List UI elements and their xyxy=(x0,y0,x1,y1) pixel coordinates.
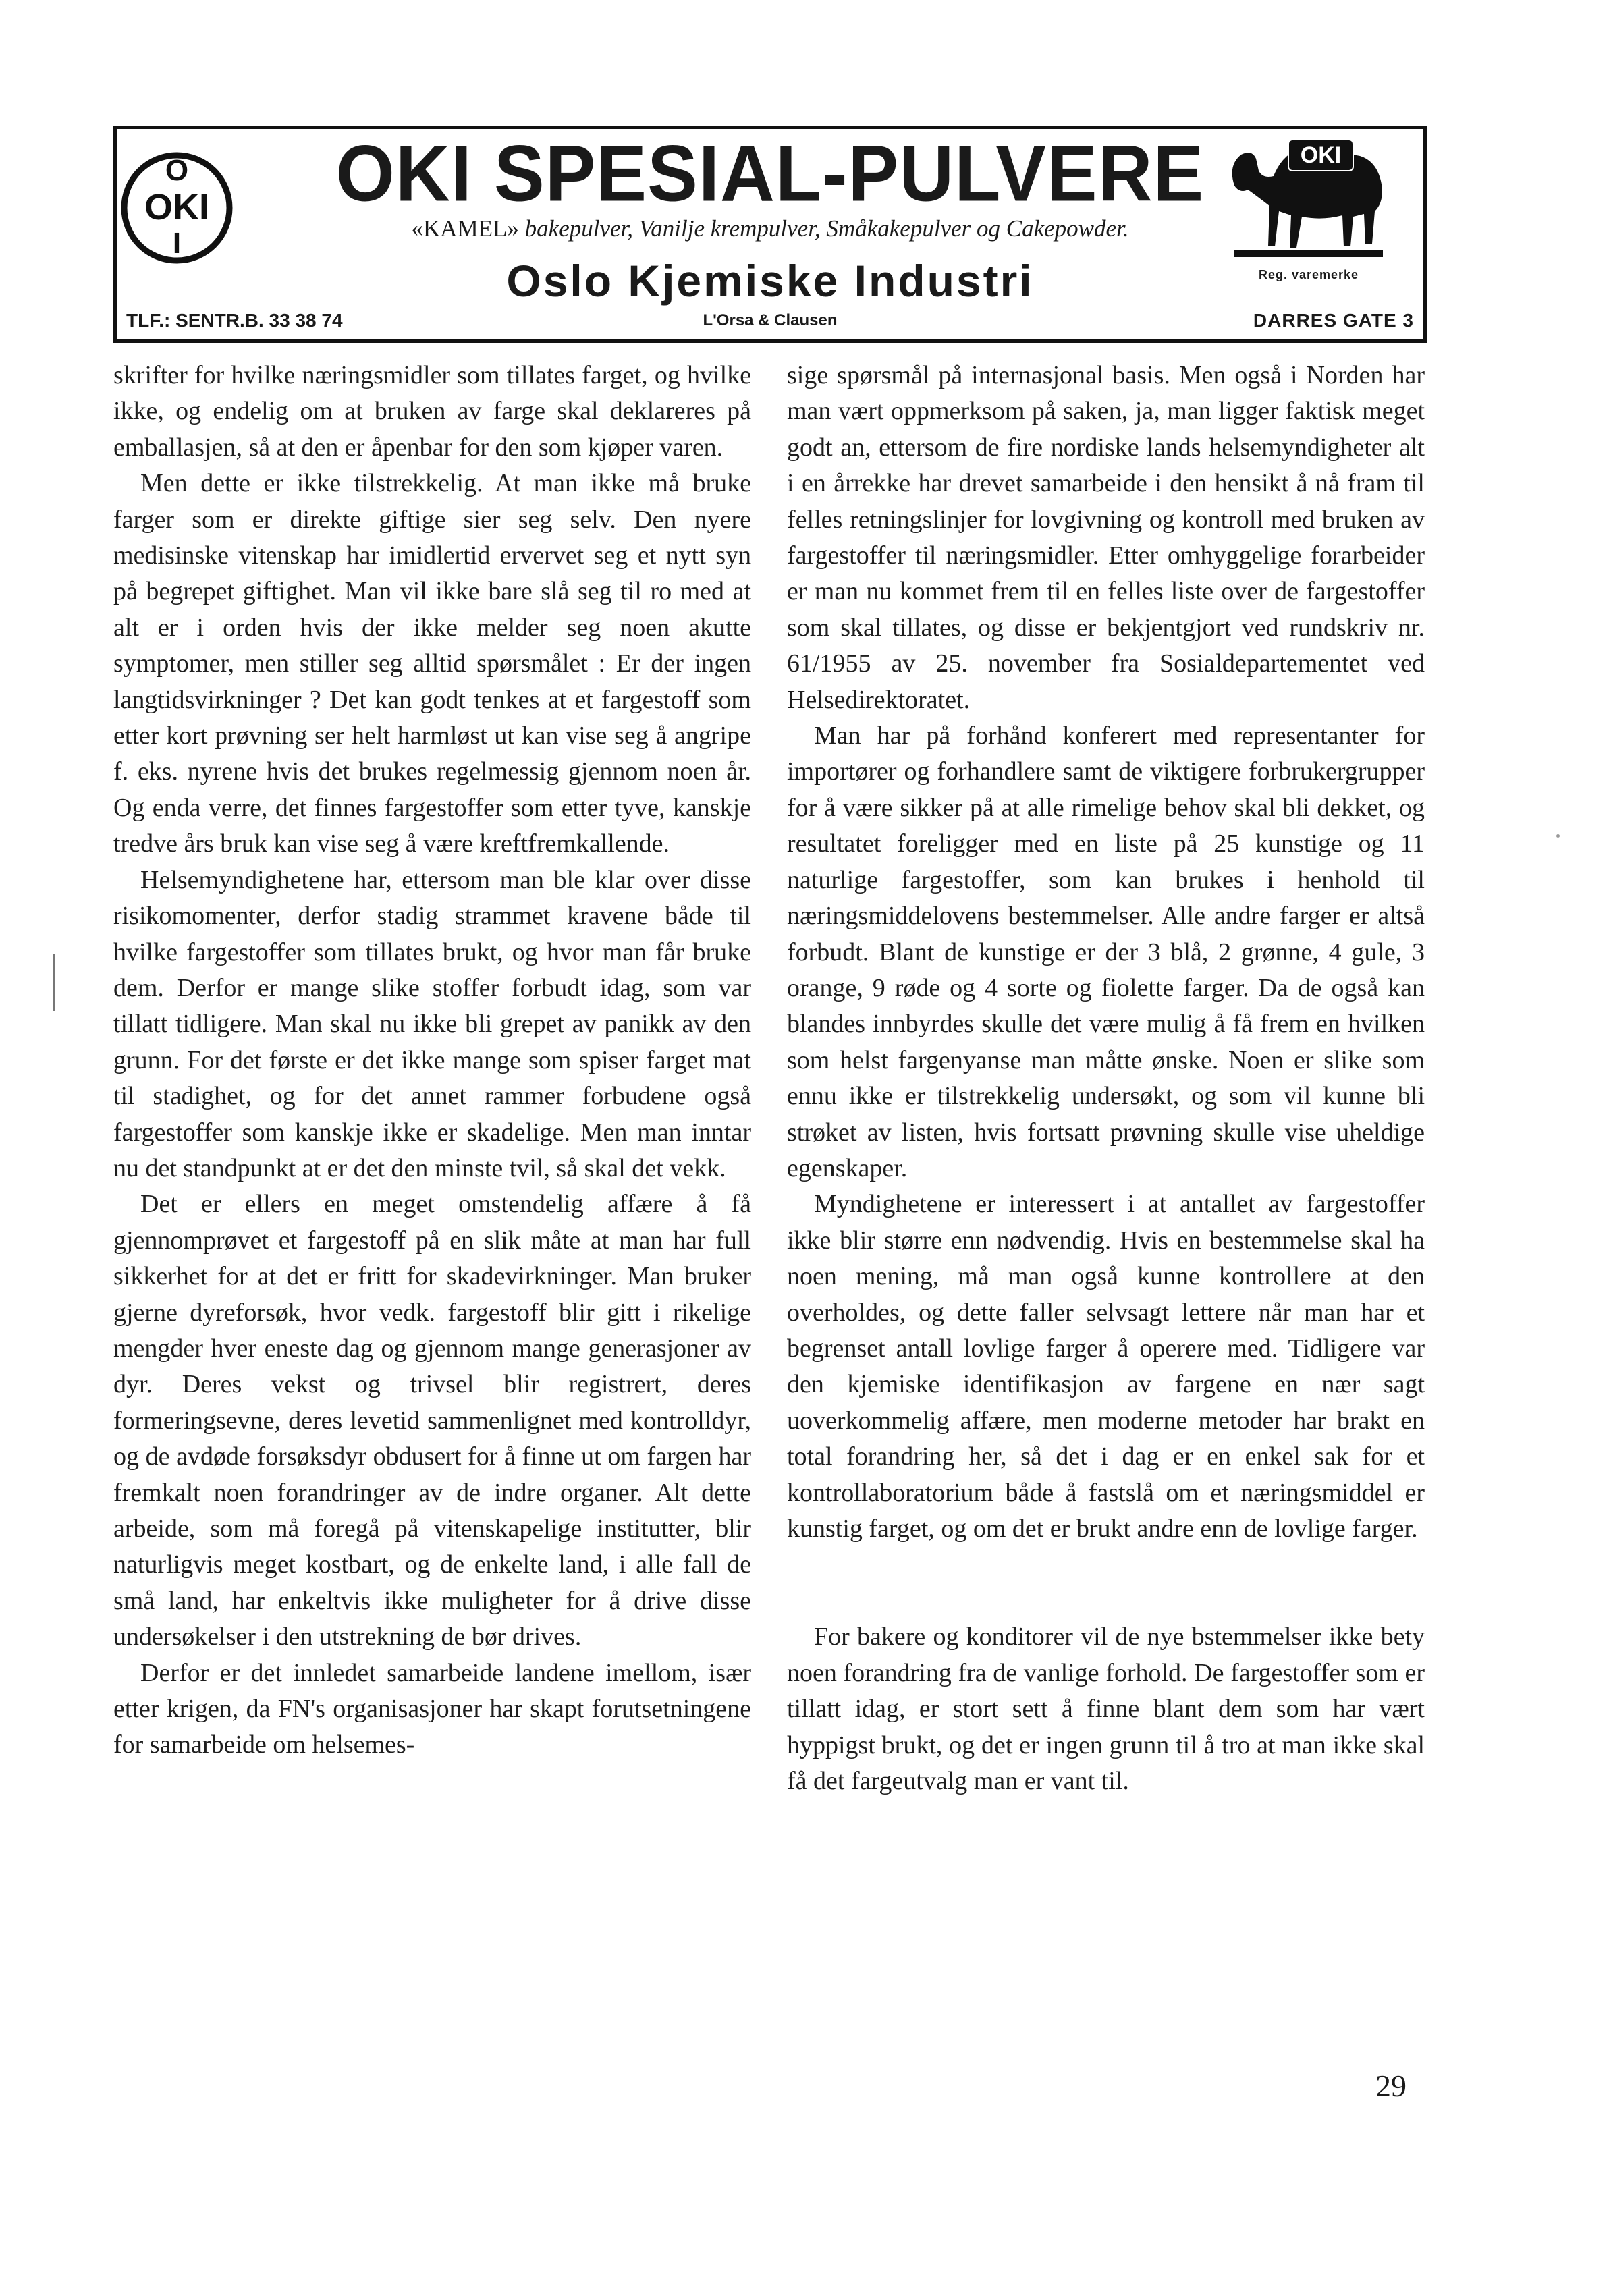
camel-blanket-text: OKI xyxy=(1300,142,1342,168)
paragraph: Myndighetene er interessert i at antallet av fargestoffer ikke blir større enn nødvendig. Hvis en bestemmelse skal ha noen mening, må man også kunne kontrollere at den overholdes, og dette faller selvsagt lettere når man har et begrenset antall lovlige farger å operere med. Tidligere var den kjemiske identifikasjon av fargene en nær sagt uoverkommelig affære, men moderne metoder har brakt en total forandring her, så det i dag er en enkel sak for et kontrollaboratorium både å fastslå om et næringsmiddel er kunstig farget, og om det er brukt andre enn de lovlige farger. xyxy=(787,1190,1425,1543)
paragraph: Derfor er det innledet samarbeide landene imellom, især etter krigen, da FN's organisasjoner har skapt forutsetningene for samarbeide om helsemes- xyxy=(113,1658,751,1759)
paragraph: Men dette er ikke tilstrekkelig. At man ikke må bruke farger som er direkte giftige sier seg selv. Den nyere medisinske vitenskap har imidlertid ervervet seg et nytt syn på begrepet giftighet. Man vil ikke bare slå seg til ro med at alt er i orden hvis der ikke melder seg noen akutte symptomer, men stiller seg alltid spørsmålet : Er der ingen langtidsvirkninger ? Det kan godt tenkes at et fargestoff som etter kort prøvning ser helt harmløst ut kan vise seg å angripe f. eks. nyrene hvis det brukes regelmessig gjennom noen år. Og enda verre, det finnes fargestoffer som etter tyve, kanskje tredve års bruk kan vise seg å være kreftfremkallende. xyxy=(113,469,751,858)
logo-letter-middle: OKI xyxy=(144,187,210,227)
ad-title: OKI SPESIAL-PULVERE xyxy=(335,129,1205,218)
paragraph: Det er ellers en meget omstendelig affære å få gjennomprøvet et fargestoff på en slik måte at man har full sikkerhet for at det er fritt for skadevirkninger. Man bruker gjerne dyreforsøk, hvor vedk. fargestoff blir gitt i rikelige mengder hver eneste dag og gjennom mange generasjoner av dyr. Deres vekst og trivsel blir registrert, deres formeringsevne, deres levetid sammenlignet med kontrolldyr, og de avdøde forsøksdyr obdusert for å finne ut om fargen har fremkalt noen forandringer av de indre organer. Alt dette arbeide, som må foregå på vitenskapelige institutter, blir naturligvis meget kostbart, og de enkelte land, i alle fall de små land, har enkeltvis ikke muligheter for å drive disse undersøkelser i den utstrekning de bør drives. xyxy=(113,1190,751,1651)
ad-owners: L'Orsa & Clausen xyxy=(703,311,838,329)
ad-address: DARRES GATE 3 xyxy=(1253,310,1414,331)
article-right-column xyxy=(787,358,1425,1799)
paragraph: Man har på forhånd konferert med representanter for importører og forhandlere samt de viktigere forbrukergrupper for å være sikker på at alle rimelige behov skal bli dekket, og resultatet foreligger med en liste på 25 kunstige og 11 naturlige fargestoffer, som kan brukes i henhold til næringsmiddelovens bestemmelser. Alle andre farger er altså forbudt. Blant de kunstige er der 3 blå, 2 grønne, 4 gule, 3 orange, 9 røde og 4 sorte og fiolette farger. Da de også kan blandes innbyrdes skulle det være mulig å få frem en hvilken som helst fargenyanse man måtte ønske. Noen er slike som ennu ikke er tilstrekkelig undersøkt, og som vil kunne bli strøket av listen, hvis fortsatt prøvning skulle vise uheldige egenskaper. xyxy=(787,721,1425,1182)
article-left-column xyxy=(113,358,751,1764)
margin-mark xyxy=(53,954,55,1011)
ad-tagline-brand: «KAMEL» xyxy=(411,215,519,242)
scan-speck xyxy=(1556,834,1560,838)
registered-trademark-label: Reg. varemerke xyxy=(1258,268,1359,281)
paragraph: For bakere og konditorer vil de nye bstemmelser ikke bety noen forandring fra de vanlige forhold. De fargestoffer som er tillatt idag, er stort sett å finne blant dem som har vært hyppigst brukt, og det er ingen grunn til å tro at man ikke skal få det fargeutvalg man er vant til. xyxy=(787,1622,1425,1796)
page-number: 29 xyxy=(1375,2069,1407,2103)
logo-letter-top: O xyxy=(165,154,189,187)
advertisement-banner xyxy=(113,126,1427,343)
ad-tagline-products: bakepulver, Vanilje krempulver, Småkakepulver og Cakepowder. xyxy=(524,215,1129,242)
ad-phone: TLF.: SENTR.B. 33 38 74 xyxy=(126,310,343,331)
paragraph: Helsemyndighetene har, ettersom man ble klar over disse risikomomenter, derfor stadig strammet kravene både til hvilke fargestoffer som tillates brukt, og hvor man får bruke dem. Derfor er mange slike stoffer forbudt idag, som var tillatt tidligere. Man skal nu ikke bli grepet av panikk av den grunn. For det første er det ikke mange som spiser farget mat til stadighet, og for det annet rammer forbudene også fargestoffer som kanskje ikke er skadelige. Men man inntar nu det standpunkt at er det den minste tvil, så skal det vekk. xyxy=(113,865,751,1182)
ad-contact-row xyxy=(126,307,1414,334)
logo-letter-bottom: I xyxy=(172,227,182,260)
paragraph: skrifter for hvilke næringsmidler som tillates farget, og hvilke ikke, og endelig om at bruken av farge skal deklareres på emballasjen, så at den er åpenbar for den som kjøper varen. xyxy=(113,361,751,462)
ad-company-name: Oslo Kjemiske Industri xyxy=(506,256,1034,306)
camel-trademark-icon xyxy=(1221,132,1396,264)
paragraph: sige spørsmål på internasjonal basis. Men også i Norden har man vært oppmerksom på saken, ja, man ligger faktisk meget godt an, ettersom de fire nordiske lands helsemyndigheter alt i en årrekke har drevet samarbeide i den hensikt å nå fram til felles retningslinjer for lovgivning og kontroll med bruken av fargestoffer til næringsmidler. Etter omhyggelige forarbeider er man nu kommet frem til en felles liste over de fargestoffer som skal tillates, og disse er bekjentgjort ved rundskriv nr. 61/1955 av 25. november fra Sosialdepartementet ved Helsedirektoratet. xyxy=(787,361,1425,714)
